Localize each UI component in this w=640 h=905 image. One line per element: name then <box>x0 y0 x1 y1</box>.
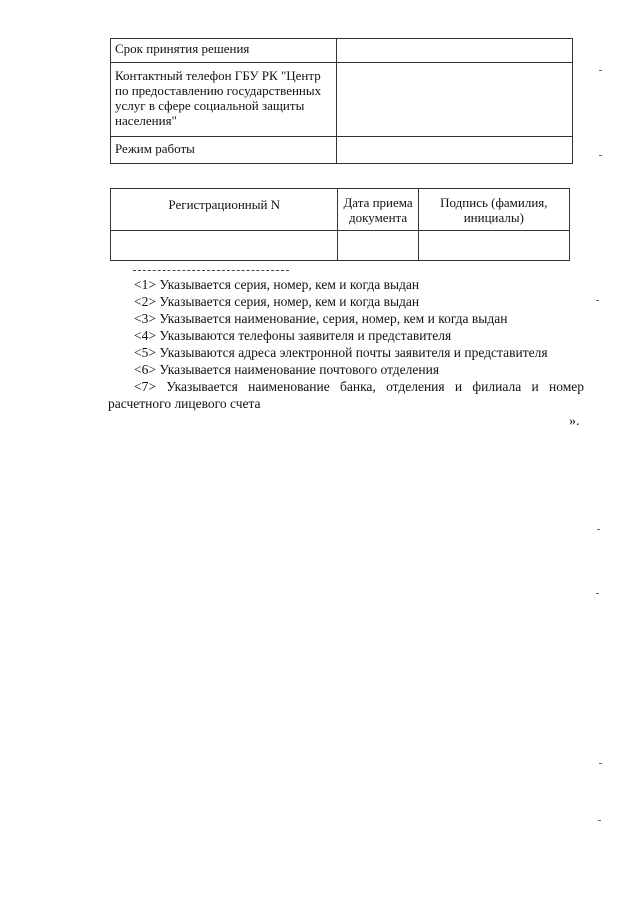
work-schedule-label: Режим работы <box>111 137 337 164</box>
table-row <box>111 63 573 137</box>
scan-mark <box>599 70 602 71</box>
info-table <box>110 38 573 164</box>
signature-header: Подпись (фамилия, инициалы) <box>418 189 569 231</box>
closing-quote-mark: ». <box>569 414 580 429</box>
footnote-2: <2> Указывается серия, номер, кем и когда выдан <box>134 294 420 309</box>
footnote-6: <6> Указывается наименование почтового отделения <box>134 362 440 377</box>
footnote-4: <4> Указываются телефоны заявителя и представителя <box>134 328 452 343</box>
footnote-7: <7> Указывается наименование банка, отделения и филиала и номер расчетного лицевого счета <box>108 379 584 411</box>
scan-mark <box>599 155 602 156</box>
footnote-separator <box>133 270 289 271</box>
signature-cell <box>418 231 569 261</box>
scan-mark <box>596 300 599 301</box>
receipt-date-cell <box>338 231 418 261</box>
scan-mark <box>597 529 600 530</box>
decision-deadline-label: Срок принятия решения <box>111 39 337 63</box>
decision-deadline-value <box>336 39 572 63</box>
scan-mark <box>598 820 601 821</box>
table-row <box>111 231 570 261</box>
table-row <box>111 39 573 63</box>
scan-mark <box>596 593 599 594</box>
footnotes <box>108 276 584 412</box>
footnote-1: <1> Указывается серия, номер, кем и когда выдан <box>134 277 420 292</box>
registration-number-header: Регистрационный N <box>111 189 338 231</box>
footnote-5: <5> Указываются адреса электронной почты заявителя и представителя <box>134 345 548 360</box>
registration-number-cell <box>111 231 338 261</box>
registration-table <box>110 188 570 261</box>
footnote-3: <3> Указывается наименование, серия, номер, кем и когда выдан <box>134 311 508 326</box>
contact-phone-label: Контактный телефон ГБУ РК "Центр по предоставлению государственных услуг в сфере социальной защиты населения" <box>111 63 337 137</box>
contact-phone-value <box>336 63 572 137</box>
work-schedule-value <box>336 137 572 164</box>
table-row <box>111 137 573 164</box>
table-header-row <box>111 189 570 231</box>
scan-mark <box>599 763 602 764</box>
receipt-date-header: Дата приема документа <box>338 189 418 231</box>
